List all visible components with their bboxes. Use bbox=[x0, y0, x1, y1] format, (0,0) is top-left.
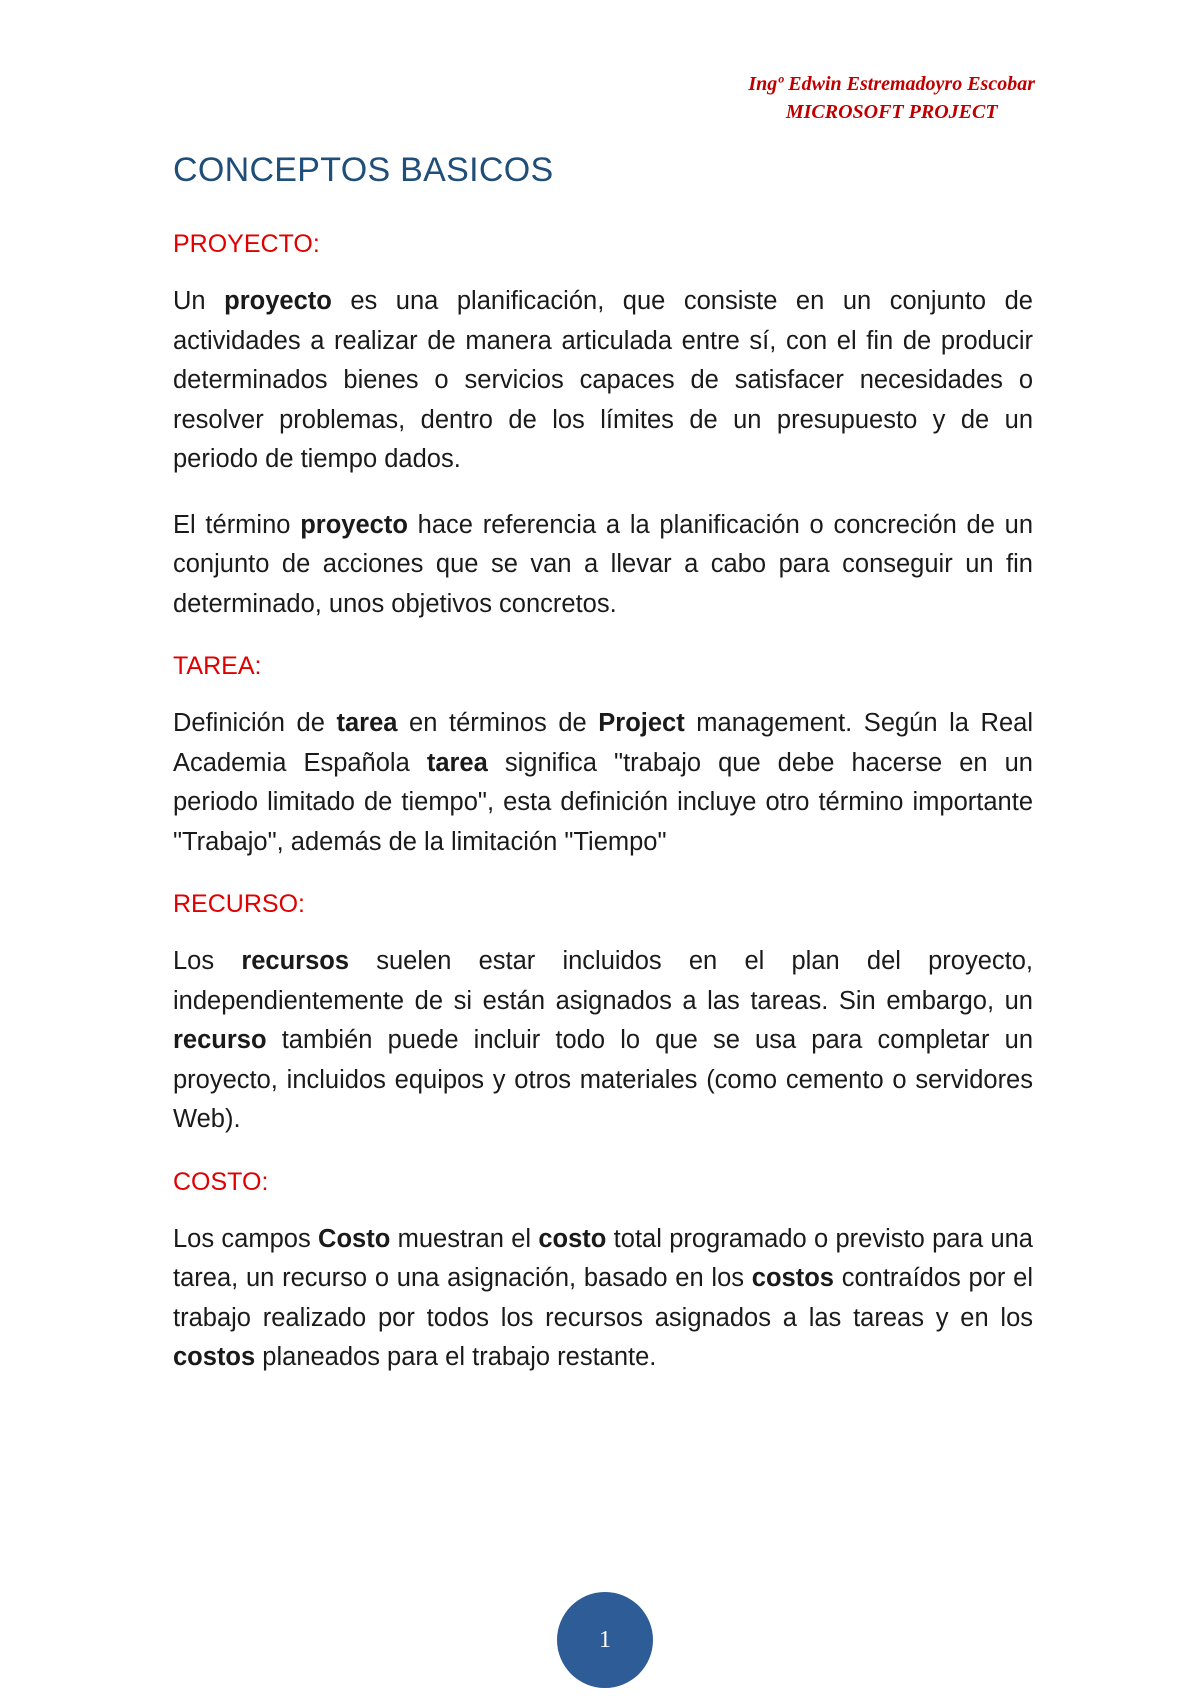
paragraph-proyecto-2: El término proyecto hace referencia a la planificación o concreción de un conjunto de acciones que se van a llevar a cabo para conseguir un fin determinado, unos objetivos concretos. bbox=[173, 510, 1033, 618]
section-costo bbox=[173, 1166, 1033, 1378]
header-author: Ingº Edwin Estremadoyro Escobar bbox=[748, 73, 1035, 95]
page-header bbox=[748, 70, 1035, 126]
page-title: CONCEPTOS BASICOS bbox=[173, 151, 554, 189]
section-proyecto bbox=[173, 228, 1033, 624]
section-recurso bbox=[173, 888, 1033, 1140]
section-tarea bbox=[173, 650, 1033, 862]
paragraph-tarea-1: Definición de tarea en términos de Project management. Según la Real Academia Española tarea significa "trabajo que debe hacerse en un periodo limitado de tiempo", esta definición incluye otro término importante "Trabajo", además de la limitación "Tiempo" bbox=[173, 709, 1033, 856]
section-title-costo: COSTO: bbox=[173, 1167, 269, 1196]
paragraph-proyecto-1: Un proyecto es una planificación, que consiste en un conjunto de actividades a realizar de manera articulada entre sí, con el fin de producir determinados bienes o servicios capaces de satisfacer necesidades o resolver problemas, dentro de los límites de un presupuesto y de un periodo de tiempo dados. bbox=[173, 287, 1033, 473]
paragraph-costo-1: Los campos Costo muestran el costo total programado o previsto para una tarea, un recurso o una asignación, basado en los costos contraídos por el trabajo realizado por todos los recursos asignados a las tareas y en los costos planeados para el trabajo restante. bbox=[173, 1224, 1034, 1371]
header-subject: MICROSOFT PROJECT bbox=[785, 101, 998, 123]
page-number-badge bbox=[557, 1592, 653, 1688]
paragraph-recurso-1: Los recursos suelen estar incluidos en el plan del proyecto, independientemente de si están asignados a las tareas. Sin embargo, un recurso también puede incluir todo lo que se usa para completar un proyecto, incluidos equipos y otros materiales (como cemento o servidores Web). bbox=[173, 947, 1033, 1133]
page-number: 1 bbox=[599, 1626, 611, 1653]
section-title-proyecto: PROYECTO: bbox=[173, 230, 320, 258]
section-title-tarea: TAREA: bbox=[173, 652, 262, 680]
section-title-recurso: RECURSO: bbox=[173, 890, 305, 918]
document-body bbox=[173, 148, 1033, 1404]
